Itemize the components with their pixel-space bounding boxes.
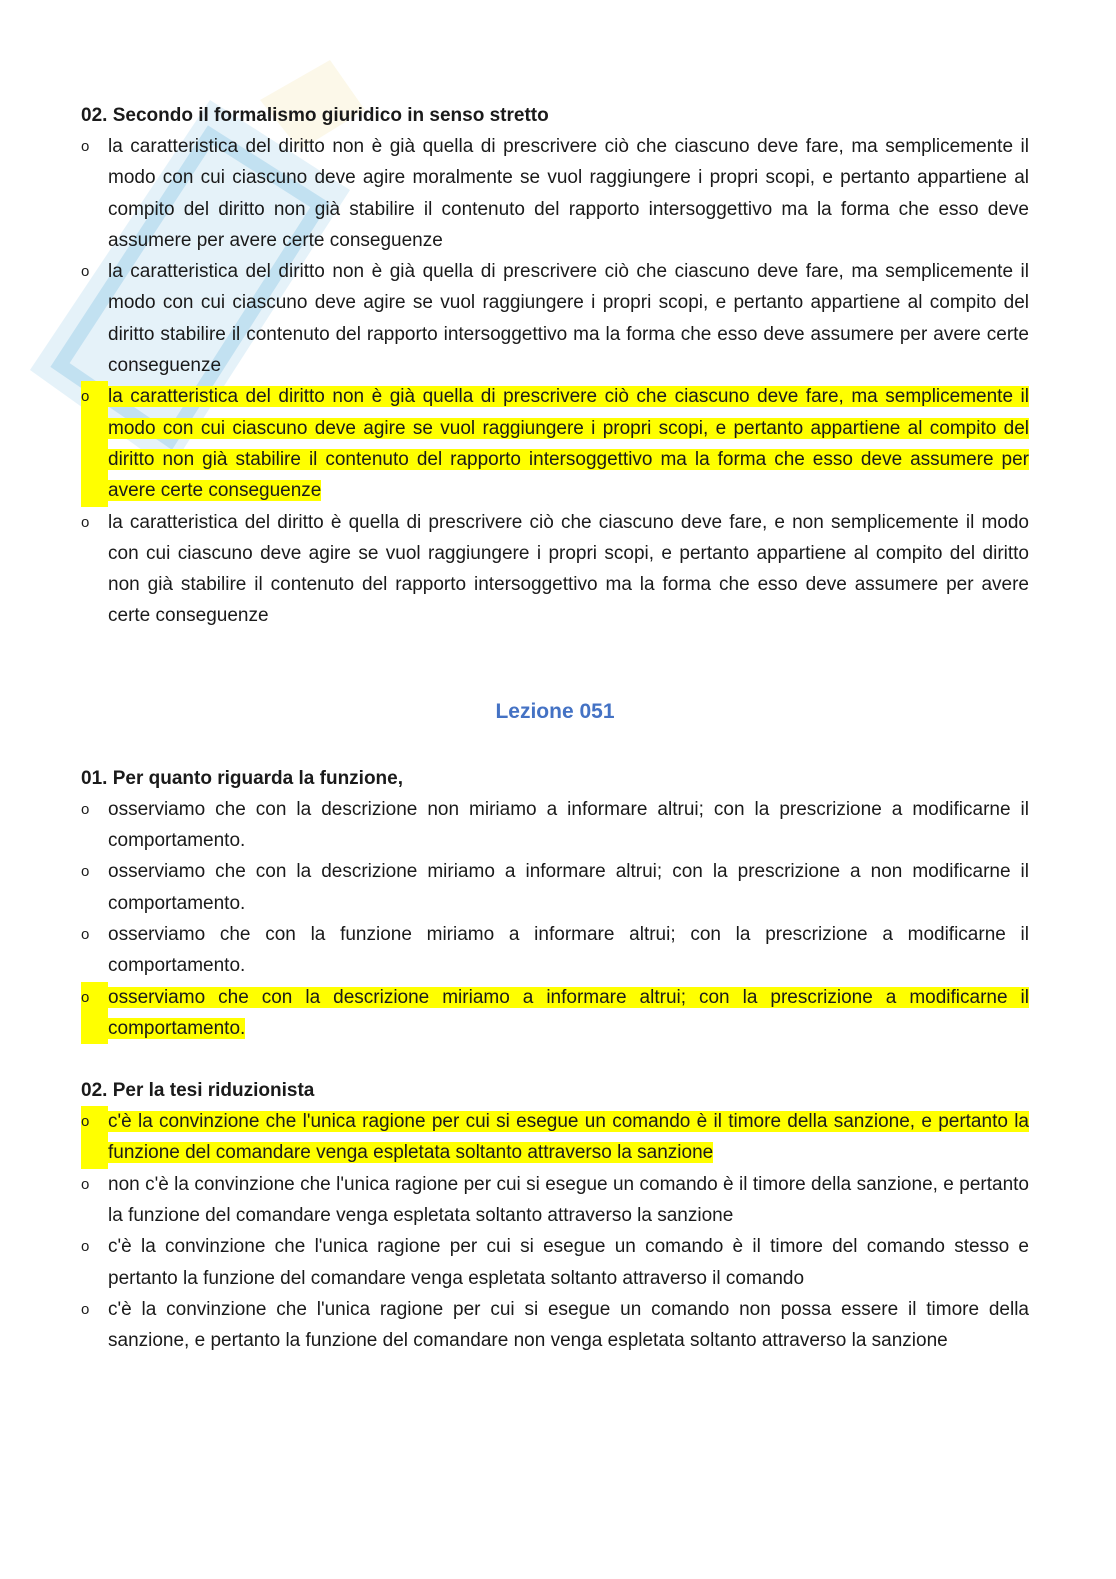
bullet-icon: o [81, 1113, 90, 1131]
bullet-icon: o [81, 925, 90, 943]
bullet-icon: o [81, 1300, 90, 1318]
answer-option-highlighted [81, 1106, 1029, 1169]
question-title [81, 1075, 1029, 1106]
question-text: Secondo il formalismo giuridico in senso stretto [112, 105, 549, 126]
bullet-icon: o [81, 988, 90, 1006]
bullet-icon: o [81, 1238, 90, 1256]
question-number: 02. [81, 105, 108, 126]
document-page [81, 100, 1029, 1357]
answer-option-text: la caratteristica del diritto è quella di prescrivere ciò che ciascuno deve fare, e non semplicemente il modo con cui ciascuno deve agire se vuol raggiungere i propri scopi, e pertanto appartiene al compito del diritto non già stabilire il contenuto del rapporto intersoggettivo ma la forma che esso deve assumere per avere certe conseguenze [108, 511, 1029, 627]
answer-option [81, 131, 1029, 256]
bullet-icon: o [81, 263, 90, 281]
answer-option [81, 1169, 1029, 1232]
bullet-icon: o [81, 388, 90, 406]
answer-option-text: osserviamo che con la descrizione miriamo a informare altrui; con la prescrizione a modificarne il comportamento. [108, 986, 1029, 1039]
bullet-icon: o [81, 138, 90, 155]
answer-option-text: c'è la convinzione che l'unica ragione per cui si esegue un comando non possa essere il timore della sanzione, e pertanto la funzione del comandare non venga espletata soltanto attraverso la sanzione [108, 1298, 1029, 1352]
bullet-icon: o [81, 800, 90, 818]
answer-option [81, 794, 1029, 857]
answer-option-text: la caratteristica del diritto non è già quella di prescrivere ciò che ciascuno deve fare, ma semplicemente il modo con cui ciascuno deve agire moralmente se vuol raggiungere i propri scopi, e pertanto appartiene al compito del diritto non già stabilire il contenuto del rapporto intersoggettivo ma la forma che esso deve assumere per avere certe conseguenze [108, 136, 1029, 251]
answer-option-text: c'è la convinzione che l'unica ragione per cui si esegue un comando è il timore della sanzione, e pertanto la funzione del comandare venga espletata soltanto attraverso la sanzione [108, 1111, 1029, 1164]
answer-option [81, 856, 1029, 919]
answer-option-text: osserviamo che con la descrizione non miriamo a informare altrui; con la prescrizione a modificarne il comportamento. [108, 798, 1029, 852]
bullet-icon: o [81, 863, 90, 881]
answer-option-text: osserviamo che con la funzione miriamo a informare altrui; con la prescrizione a modificarne il comportamento. [108, 923, 1029, 977]
bullet-icon: o [81, 1175, 90, 1193]
answer-options [81, 131, 1029, 632]
answer-option-text: la caratteristica del diritto non è già quella di prescrivere ciò che ciascuno deve fare, ma semplicemente il modo con cui ciascuno deve agire se vuol raggiungere i propri scopi, e pertanto appartiene al compito del diritto stabilire il contenuto del rapporto intersoggettivo ma la forma che esso deve assumere per avere certe conseguenze [108, 261, 1029, 377]
answer-option-text: osserviamo che con la descrizione miriamo a informare altrui; con la prescrizione a non modificarne il comportamento. [108, 861, 1029, 914]
answer-options [81, 794, 1029, 1044]
question-title [81, 763, 1029, 794]
answer-option [81, 919, 1029, 982]
question-title [81, 100, 1029, 131]
answer-option-highlighted [81, 381, 1029, 506]
answer-option-text: c'è la convinzione che l'unica ragione per cui si esegue un comando è il timore del comando stesso e pertanto la funzione del comandare venga espletata soltanto attraverso il comando [108, 1236, 1029, 1289]
answer-option [81, 1294, 1029, 1357]
answer-option [81, 507, 1029, 632]
question-text: Per la tesi riduzionista [112, 1080, 315, 1102]
answer-option-highlighted [81, 982, 1029, 1045]
answer-option [81, 256, 1029, 381]
bullet-icon: o [81, 513, 90, 531]
lesson-heading: Lezione 051 [495, 699, 615, 723]
answer-options [81, 1106, 1029, 1356]
answer-option-text: non c'è la convinzione che l'unica ragione per cui si esegue un comando è il timore della sanzione, e pertanto la funzione del comandare venga espletata soltanto attraverso la sanzione [108, 1173, 1029, 1227]
question-number: 02. [81, 1080, 108, 1102]
question-text: Per quanto riguarda la funzione, [112, 767, 404, 789]
answer-option [81, 1231, 1029, 1294]
answer-option-text: la caratteristica del diritto non è già quella di prescrivere ciò che ciascuno deve fare, ma semplicemente il modo con cui ciascuno deve agire se vuol raggiungere i propri scopi, e pertanto appartiene al compito del diritto non già stabilire il contenuto del rapporto intersoggettivo ma la forma che esso deve assumere per avere certe conseguenze [108, 386, 1029, 502]
question-number: 01. [81, 767, 108, 789]
